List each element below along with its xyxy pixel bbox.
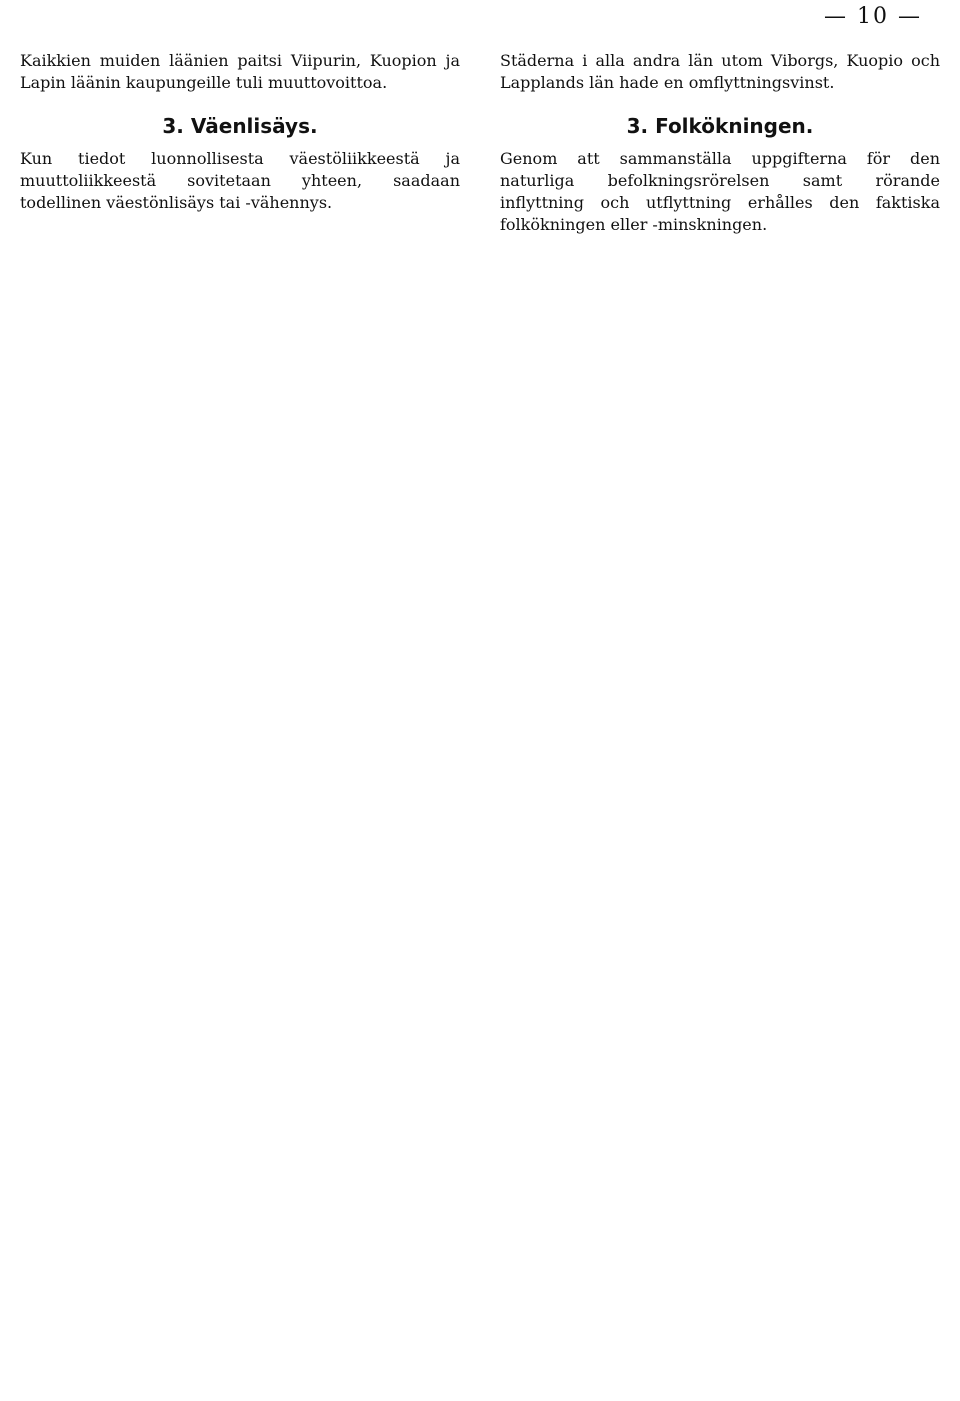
finnish-column xyxy=(20,50,460,226)
swedish-paragraph-2: Genom att sammanställa uppgifterna för den naturliga befolkningsrörelsen samt rörande inflyttning och utflyttning erhålles den faktiska folkökningen eller -minskningen. xyxy=(500,149,940,234)
swedish-column xyxy=(500,50,940,248)
swedish-paragraph-1: Städerna i alla andra län utom Viborgs, Kuopio och Lapplands län hade en omflyttningsvinst. xyxy=(500,51,940,92)
finnish-paragraph-2: Kun tiedot luonnollisesta väestöliikkeestä ja muuttoliikkeestä sovitetaan yhteen, saadaan todellinen väestönlisäys tai -vähennys. xyxy=(20,149,460,212)
finnish-section-title: 3. Väenlisäys. xyxy=(162,114,318,138)
page-number: — 10 — xyxy=(824,4,922,29)
finnish-paragraph-1: Kaikkien muiden läänien paitsi Viipurin, Kuopion ja Lapin läänin kaupungeille tuli muuttovoittoa. xyxy=(20,51,460,92)
swedish-section-title: 3. Folkökningen. xyxy=(626,114,814,138)
